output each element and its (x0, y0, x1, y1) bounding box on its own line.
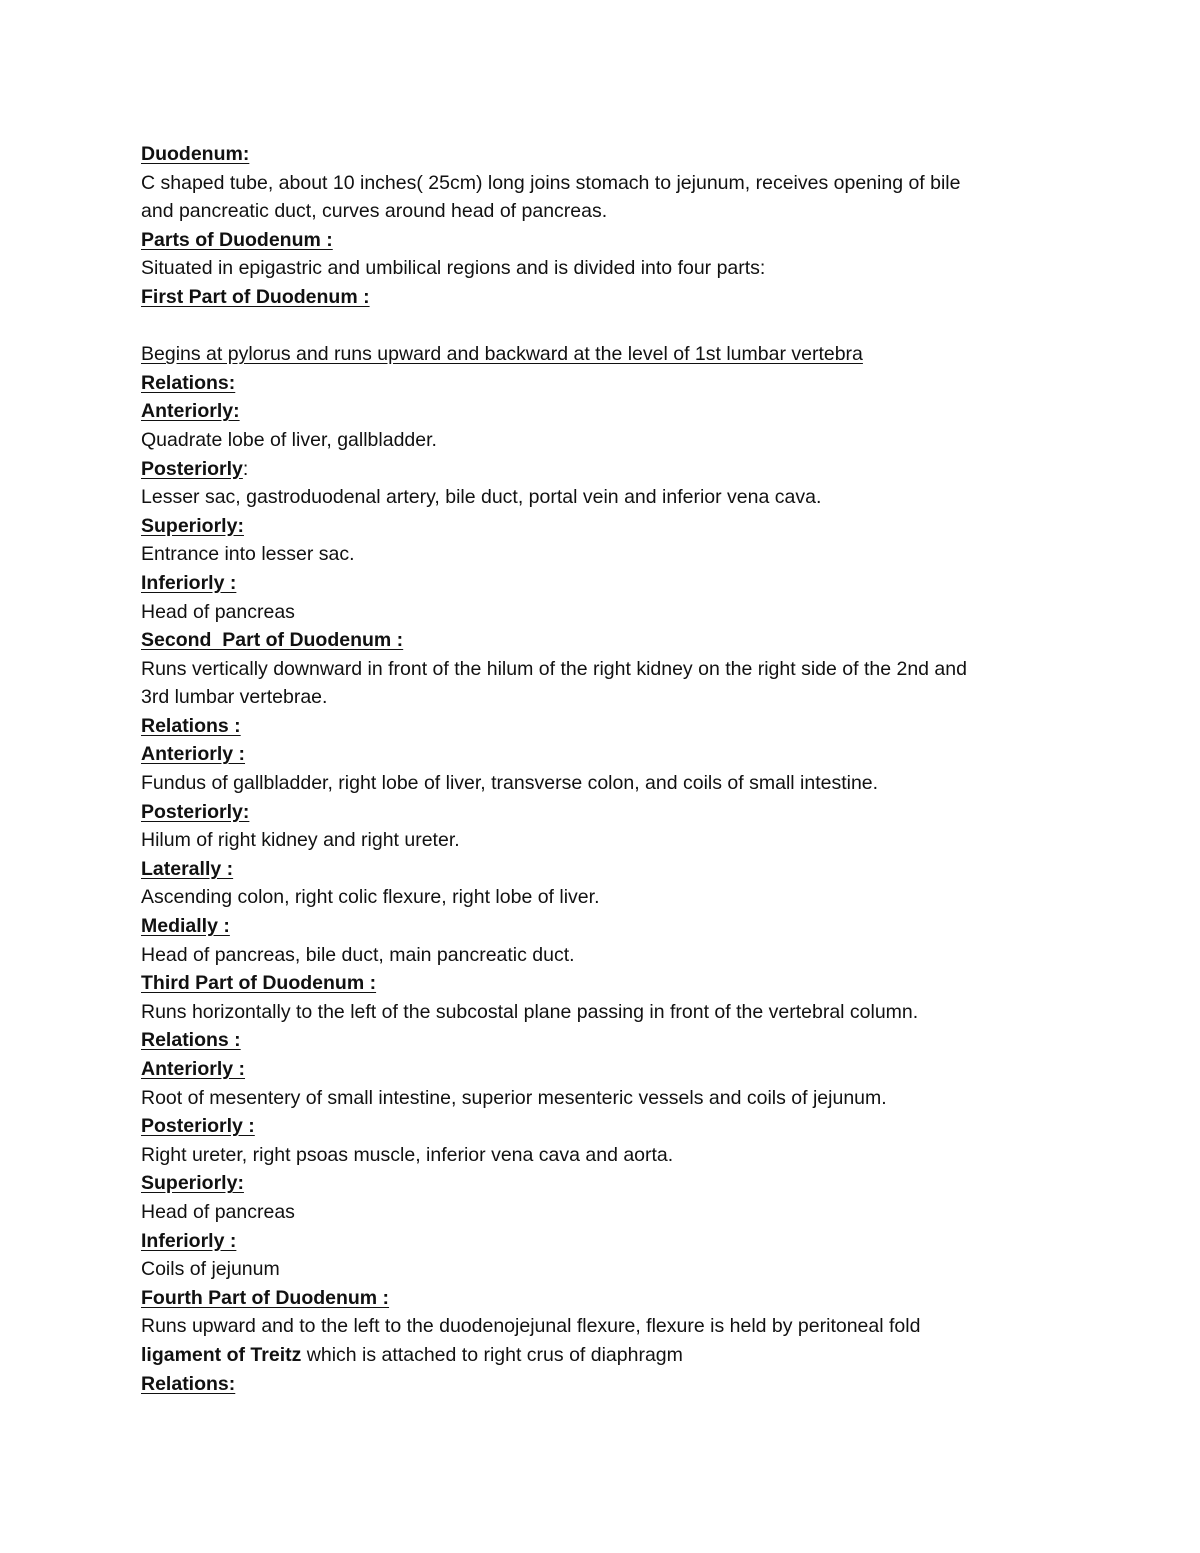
first-superiorly-heading: Superiorly: (141, 514, 244, 537)
second-posteriorly-text: Hilum of right kidney and right ureter. (141, 829, 460, 852)
second-anteriorly-heading: Anteriorly : (141, 743, 246, 766)
ligament-of-treitz: ligament of Treitz (141, 1343, 302, 1366)
second-posteriorly-heading: Posteriorly: (141, 800, 250, 823)
first-posteriorly-colon: : (242, 457, 249, 480)
second-medially-text: Head of pancreas, bile duct, main pancreatic duct. (141, 943, 575, 966)
first-superiorly-text: Entrance into lesser sac. (141, 543, 355, 566)
first-anteriorly-heading: Anteriorly: (141, 400, 240, 423)
fourth-description-line-2 (141, 1341, 1071, 1370)
intro-line-2: and pancreatic duct, curves around head of pancreas. (141, 200, 608, 223)
third-anteriorly-text: Root of mesentery of small intestine, superior mesenteric vessels and coils of jejunum. (141, 1086, 887, 1109)
parts-text: Situated in epigastric and umbilical regions and is divided into four parts: (141, 257, 766, 280)
third-superiorly-text: Head of pancreas (141, 1200, 295, 1223)
second-description-line-1: Runs vertically downward in front of the hilum of the right kidney on the right side of the 2nd and (141, 657, 967, 680)
document-page (141, 140, 1071, 1398)
first-posteriorly-heading: Posteriorly (141, 457, 243, 480)
duodenum-heading: Duodenum: (141, 143, 250, 165)
second-laterally-heading: Laterally : (141, 857, 234, 880)
second-relations-heading: Relations : (141, 714, 241, 737)
second-part-heading: Second Part of Duodenum : (141, 629, 404, 652)
first-inferiorly-heading: Inferiorly : (141, 571, 237, 594)
fourth-part-heading: Fourth Part of Duodenum : (141, 1286, 390, 1309)
first-anteriorly-text: Quadrate lobe of liver, gallbladder. (141, 428, 437, 451)
first-part-description: Begins at pylorus and runs upward and backward at the level of 1st lumbar vertebra (141, 343, 863, 366)
second-description-line-2: 3rd lumbar vertebrae. (141, 686, 328, 709)
blank-line (141, 312, 1071, 341)
parts-heading: Parts of Duodenum : (141, 228, 333, 251)
third-relations-heading: Relations : (141, 1029, 241, 1052)
first-part-heading: First Part of Duodenum : (141, 285, 370, 308)
third-description: Runs horizontally to the left of the subcostal plane passing in front of the vertebral column. (141, 1000, 919, 1023)
second-medially-heading: Medially : (141, 915, 230, 938)
third-anteriorly-heading: Anteriorly : (141, 1058, 246, 1080)
fourth-description-rest: which is attached to right crus of diaphragm (301, 1343, 683, 1366)
third-posteriorly-text: Right ureter, right psoas muscle, inferior vena cava and aorta. (141, 1143, 674, 1166)
second-anteriorly-text: Fundus of gallbladder, right lobe of liver, transverse colon, and coils of small intestine. (141, 772, 879, 795)
third-superiorly-heading: Superiorly: (141, 1172, 244, 1195)
fourth-relations-heading: Relations: (141, 1372, 236, 1395)
intro-line-1: C shaped tube, about 10 inches( 25cm) long joins stomach to jejunum, receives opening of bile (141, 171, 961, 194)
third-posteriorly-heading: Posteriorly : (141, 1115, 255, 1138)
second-laterally-text: Ascending colon, right colic flexure, right lobe of liver. (141, 886, 600, 909)
first-posteriorly-heading-line (141, 455, 1071, 484)
first-relations-heading: Relations: (141, 371, 236, 394)
third-part-heading: Third Part of Duodenum : (141, 972, 377, 995)
fourth-description-line-1: Runs upward and to the left to the duodenojejunal flexure, flexure is held by peritoneal fold (141, 1315, 921, 1338)
third-inferiorly-text: Coils of jejunum (141, 1258, 280, 1281)
first-inferiorly-text: Head of pancreas (141, 600, 295, 623)
third-inferiorly-heading: Inferiorly : (141, 1229, 237, 1252)
first-posteriorly-text: Lesser sac, gastroduodenal artery, bile duct, portal vein and inferior vena cava. (141, 486, 822, 509)
